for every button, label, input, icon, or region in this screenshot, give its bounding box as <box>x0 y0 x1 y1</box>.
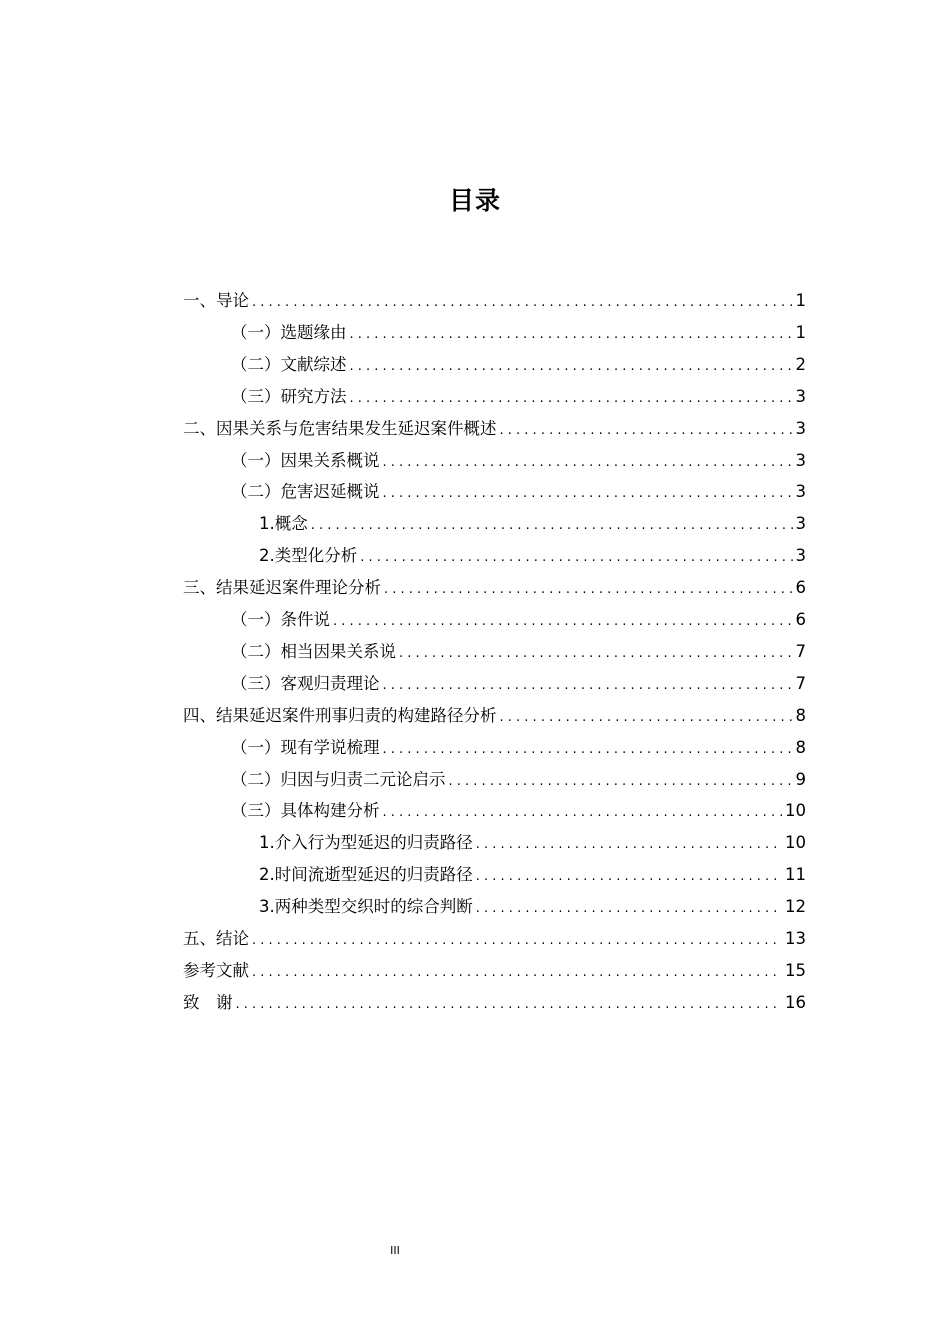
toc-entry-page-number: 1 <box>795 291 806 310</box>
toc-entry[interactable] <box>259 828 806 858</box>
page-number: III <box>390 1244 400 1257</box>
toc-entry[interactable] <box>183 924 806 954</box>
toc-entry[interactable] <box>231 446 806 476</box>
toc-dot-leader <box>473 862 782 892</box>
toc-entry-page-number: 7 <box>795 674 806 693</box>
toc-dot-leader <box>233 990 783 1020</box>
toc-dot-leader <box>473 830 782 860</box>
toc-entry[interactable] <box>183 414 806 444</box>
toc-entry-title: （三）研究方法 <box>231 387 347 406</box>
toc-entry-page-number: 16 <box>785 993 806 1012</box>
toc-entry-title: （二）文献综述 <box>231 355 347 374</box>
toc-entry-page-number: 3 <box>795 482 806 501</box>
toc-dot-leader <box>380 735 793 765</box>
toc-entry-page-number: 3 <box>795 451 806 470</box>
toc-entry-page-number: 10 <box>785 833 806 852</box>
toc-entry-page-number: 2 <box>795 355 806 374</box>
toc-entry-title: 一、导论 <box>183 291 249 310</box>
toc-entry-page-number: 11 <box>785 865 806 884</box>
toc-dot-leader <box>308 511 793 541</box>
toc-dot-leader <box>249 288 793 318</box>
toc-entry-title: （二）归因与归责二元论启示 <box>231 770 446 789</box>
toc-entry[interactable] <box>183 701 806 731</box>
toc-entry[interactable] <box>231 477 806 507</box>
toc-entry-page-number: 3 <box>795 419 806 438</box>
toc-entry-page-number: 3 <box>795 387 806 406</box>
toc-entry-title: 二、因果关系与危害结果发生延迟案件概述 <box>183 419 497 438</box>
toc-entry-page-number: 3 <box>795 514 806 533</box>
toc-dot-leader <box>380 448 793 478</box>
toc-entry[interactable] <box>231 350 806 380</box>
toc-entry[interactable] <box>231 733 806 763</box>
toc-entry-title: 三、结果延迟案件理论分析 <box>183 578 381 597</box>
toc-entry-title: 参考文献 <box>183 961 249 980</box>
toc-entry-page-number: 6 <box>795 578 806 597</box>
toc-entry-title: （三）客观归责理论 <box>231 674 380 693</box>
toc-entry[interactable] <box>231 765 806 795</box>
toc-entry-title: 2.类型化分析 <box>259 546 358 565</box>
toc-entry[interactable] <box>231 669 806 699</box>
toc-dot-leader <box>249 958 782 988</box>
toc-entry-title: 1.介入行为型延迟的归责路径 <box>259 833 473 852</box>
toc-entry-page-number: 12 <box>785 897 806 916</box>
toc-dot-leader <box>347 320 793 350</box>
toc-entry-title: 四、结果延迟案件刑事归责的构建路径分析 <box>183 706 497 725</box>
toc-entry-page-number: 1 <box>795 323 806 342</box>
toc-dot-leader <box>357 543 792 573</box>
toc-entry-title: 1.概念 <box>259 514 308 533</box>
toc-entry[interactable] <box>231 382 806 412</box>
toc-entry[interactable] <box>259 541 806 571</box>
toc-entry-page-number: 7 <box>795 642 806 661</box>
toc-dot-leader <box>381 575 793 605</box>
toc-dot-leader <box>380 798 783 828</box>
toc-entry-page-number: 13 <box>785 929 806 948</box>
toc-entry-page-number: 6 <box>795 610 806 629</box>
toc-entry-page-number: 8 <box>795 738 806 757</box>
toc-dot-leader <box>249 926 782 956</box>
toc-entry-page-number: 9 <box>795 770 806 789</box>
toc-entry-title: （二）危害迟延概说 <box>231 482 380 501</box>
toc-entry-title: 致 谢 <box>183 993 233 1012</box>
toc-entry[interactable] <box>183 988 806 1018</box>
toc-entry[interactable] <box>183 573 806 603</box>
toc-entry-title: 3.两种类型交织时的综合判断 <box>259 897 473 916</box>
toc-entry-title: （一）现有学说梳理 <box>231 738 380 757</box>
toc-entry[interactable] <box>231 637 806 667</box>
toc-dot-leader <box>497 703 793 733</box>
toc-entry-title: （一）因果关系概说 <box>231 451 380 470</box>
toc-entry-page-number: 10 <box>785 801 806 820</box>
toc-entry[interactable] <box>259 892 806 922</box>
toc-dot-leader <box>473 894 782 924</box>
toc-dot-leader <box>396 639 793 669</box>
toc-entry-title: 五、结论 <box>183 929 249 948</box>
toc-entry-title: 2.时间流逝型延迟的归责路径 <box>259 865 473 884</box>
toc-entry-title: （一）条件说 <box>231 610 330 629</box>
toc-dot-leader <box>380 671 793 701</box>
toc-dot-leader <box>347 352 793 382</box>
page-title: 目录 <box>448 186 501 215</box>
toc-entry[interactable] <box>231 318 806 348</box>
toc-entry[interactable] <box>231 605 806 635</box>
toc-entry[interactable] <box>259 860 806 890</box>
toc-dot-leader <box>330 607 793 637</box>
toc-entry-page-number: 15 <box>785 961 806 980</box>
toc-entry-page-number: 3 <box>795 546 806 565</box>
toc-entry[interactable] <box>183 956 806 986</box>
toc-entry-page-number: 8 <box>795 706 806 725</box>
toc-entry[interactable] <box>183 286 806 316</box>
toc-dot-leader <box>497 416 793 446</box>
toc-dot-leader <box>446 767 793 797</box>
toc-entry[interactable] <box>259 509 806 539</box>
toc-entry[interactable] <box>231 796 806 826</box>
toc-entry-title: （一）选题缘由 <box>231 323 347 342</box>
toc-entry-title: （三）具体构建分析 <box>231 801 380 820</box>
toc-dot-leader <box>380 479 793 509</box>
toc-dot-leader <box>347 384 793 414</box>
toc-entry-title: （二）相当因果关系说 <box>231 642 396 661</box>
